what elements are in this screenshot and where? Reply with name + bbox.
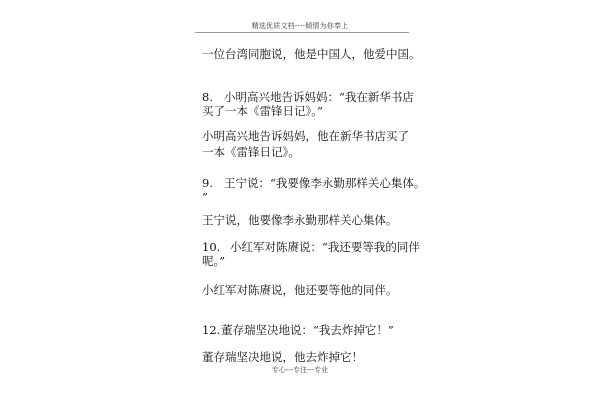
exercise-9-answer-line-1: 王宁说，他要像李永勤那样关心集体。 [202, 213, 398, 227]
exercise-9-line-1 [202, 176, 425, 190]
exercise-10-line-2: 呢。” [202, 254, 226, 268]
exercise-9-text: 王宁说：“我要像李永勤那样关心集体。 [224, 176, 426, 190]
exercise-12-line-1 [202, 323, 394, 337]
exercise-8-answer-line-1: 小明高兴地告诉妈妈，他在新华书店买了 [202, 129, 409, 143]
exercise-10-answer-line-1: 小红军对陈赓说，他还要等他的同伴。 [202, 283, 398, 297]
exercise-9-number: 9. [202, 176, 213, 190]
sentence-line: 一位台湾同胞说，他是中国人，他爱中国。 [202, 47, 421, 61]
exercise-8-line-1 [202, 90, 414, 104]
exercise-12-number: 12. [202, 323, 221, 337]
exercise-8-text: 小明高兴地告诉妈妈：“我在新华书店 [224, 90, 414, 104]
page-footer: 专心---专注---专业 [271, 366, 329, 374]
page-header: 精选优质文档----倾情为你奉上 [251, 22, 349, 30]
exercise-9-line-2: ” [202, 190, 208, 204]
exercise-10-line-1 [202, 240, 420, 254]
exercise-8-line-2: 买了一本《雷锋日记》。” [202, 104, 323, 118]
header-divider [195, 32, 409, 33]
exercise-12-answer-line-1: 董存瑞坚决地说，他去炸掉它！ [202, 350, 363, 364]
exercise-12-text: 董存瑞坚决地说：“我去炸掉它！” [221, 323, 394, 337]
exercise-10-number: 10. [202, 240, 221, 254]
exercise-10-text: 小红军对陈赓说：“我还要等我的同伴 [230, 240, 420, 254]
exercise-8-number: 8. [202, 90, 213, 104]
exercise-8-answer-line-2: 一本《雷锋日记》。 [202, 145, 300, 159]
